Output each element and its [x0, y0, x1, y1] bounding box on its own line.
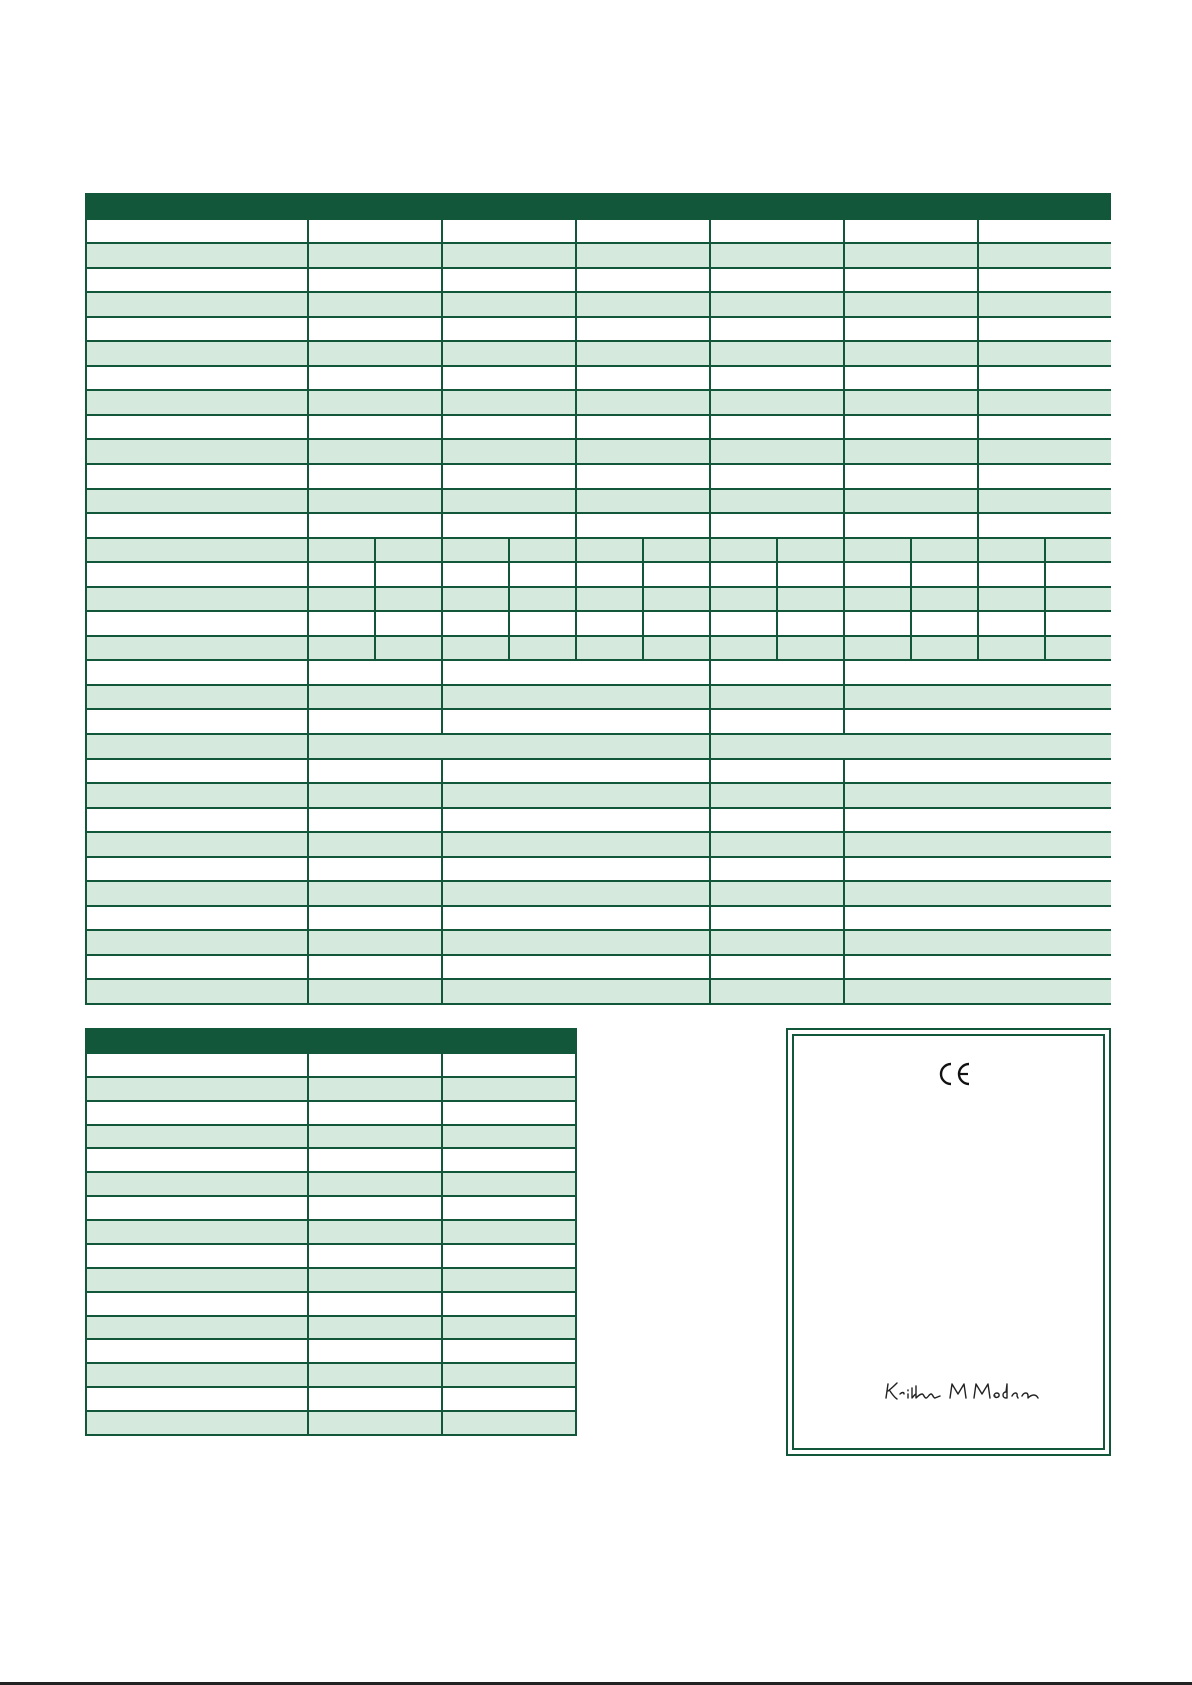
table-cell: [644, 637, 709, 660]
table-header-cell: [309, 195, 441, 218]
table-cell: [711, 907, 843, 930]
table-cell: [845, 760, 1111, 783]
table-cell: [87, 1173, 307, 1195]
table-cell: [979, 244, 1111, 267]
table-cell: [443, 710, 709, 733]
table-cell: [443, 440, 575, 463]
table-cell: [711, 440, 843, 463]
table-cell: [778, 637, 843, 660]
table-cell: [87, 367, 307, 390]
table-cell: [510, 539, 575, 562]
table-cell: [979, 490, 1111, 513]
table-cell: [845, 858, 1111, 881]
table-header-cell: [309, 1030, 441, 1052]
table-cell: [711, 882, 843, 905]
table-cell: [644, 612, 709, 635]
table-header-cell: [87, 1030, 307, 1052]
table-header-cell: [87, 195, 307, 218]
table-cell: [912, 563, 977, 586]
table-cell: [711, 760, 843, 783]
table-cell: [711, 931, 843, 954]
table-cell: [87, 907, 307, 930]
table-cell: [711, 710, 843, 733]
table-cell: [309, 980, 441, 1003]
table-cell: [87, 588, 307, 611]
table-cell: [644, 563, 709, 586]
table-cell: [443, 931, 709, 954]
table-cell: [309, 514, 441, 537]
table-cell: [711, 416, 843, 439]
table-cell: [443, 367, 575, 390]
table-cell: [711, 490, 843, 513]
table-cell: [443, 1317, 575, 1339]
table-cell: [443, 1149, 575, 1171]
table-cell: [87, 293, 307, 316]
table-cell: [443, 269, 575, 292]
table-cell: [87, 1269, 307, 1291]
table-cell: [845, 833, 1111, 856]
table-cell: [87, 244, 307, 267]
table-cell: [510, 612, 575, 635]
table-cell: [309, 661, 441, 684]
table-cell: [979, 514, 1111, 537]
table-cell: [577, 465, 709, 488]
table-cell: [87, 735, 307, 758]
table-cell: [309, 588, 374, 611]
table-cell: [443, 563, 508, 586]
table-cell: [376, 539, 441, 562]
table-cell: [309, 809, 441, 832]
table-cell: [577, 342, 709, 365]
table-cell: [309, 907, 441, 930]
table-cell: [845, 465, 977, 488]
table-cell: [87, 342, 307, 365]
table-cell: [87, 661, 307, 684]
table-cell: [979, 269, 1111, 292]
table-cell: [443, 416, 575, 439]
table-cell: [979, 440, 1111, 463]
table-cell: [711, 858, 843, 881]
table-cell: [309, 1126, 441, 1148]
table-cell: [979, 293, 1111, 316]
table-cell: [87, 833, 307, 856]
table-cell: [309, 1340, 441, 1362]
table-cell: [845, 882, 1111, 905]
table-header-cell: [711, 195, 843, 218]
table-cell: [87, 391, 307, 414]
table-cell: [1046, 588, 1111, 611]
table-header-cell: [443, 195, 709, 218]
table-cell: [376, 637, 441, 660]
table-cell: [443, 858, 709, 881]
table-cell: [577, 244, 709, 267]
table-cell: [845, 931, 1111, 954]
table-cell: [443, 1293, 575, 1315]
table-cell: [577, 269, 709, 292]
table-cell: [577, 293, 709, 316]
table-cell: [443, 1078, 575, 1100]
table-cell: [443, 1364, 575, 1386]
table-cell: [845, 440, 977, 463]
table-cell: [711, 391, 843, 414]
table-cell: [577, 318, 709, 341]
table-cell: [87, 637, 307, 660]
table-cell: [309, 760, 441, 783]
table-cell: [309, 293, 441, 316]
table-cell: [87, 490, 307, 513]
table-cell: [845, 809, 1111, 832]
table-cell: [912, 612, 977, 635]
table-cell: [443, 1269, 575, 1291]
table-cell: [87, 318, 307, 341]
table-cell: [309, 1078, 441, 1100]
table-cell: [87, 1340, 307, 1362]
table-cell: [443, 956, 709, 979]
table-cell: [778, 612, 843, 635]
table-cell: [309, 563, 374, 586]
table-cell: [309, 833, 441, 856]
table-cell: [778, 539, 843, 562]
certificate-box: [786, 1028, 1111, 1456]
table-cell: [87, 1364, 307, 1386]
table-cell: [309, 931, 441, 954]
table-cell: [87, 1245, 307, 1267]
table-cell: [711, 539, 776, 562]
table-cell: [443, 539, 508, 562]
table-cell: [443, 342, 575, 365]
table-cell: [309, 1149, 441, 1171]
table-cell: [443, 784, 709, 807]
signature-icon: [882, 1376, 1042, 1406]
table-cell: [309, 1054, 441, 1076]
table-cell: [309, 956, 441, 979]
table-cell: [979, 367, 1111, 390]
table-cell: [845, 490, 977, 513]
table-cell: [577, 539, 642, 562]
table-cell: [87, 784, 307, 807]
table-cell: [443, 907, 709, 930]
table-cell: [912, 637, 977, 660]
table-cell: [845, 686, 1111, 709]
table-cell: [979, 637, 1044, 660]
table-cell: [87, 931, 307, 954]
table-cell: [309, 1388, 441, 1410]
table-cell: [443, 1221, 575, 1243]
table-cell: [87, 1412, 307, 1434]
table-cell: [577, 220, 709, 243]
table-cell: [979, 588, 1044, 611]
table-cell: [443, 1245, 575, 1267]
table-cell: [376, 588, 441, 611]
table-cell: [87, 686, 307, 709]
table-cell: [443, 1102, 575, 1124]
table-cell: [309, 1412, 441, 1434]
table-cell: [443, 809, 709, 832]
table-cell: [577, 588, 642, 611]
table-cell: [845, 907, 1111, 930]
table-cell: [87, 809, 307, 832]
table-cell: [845, 391, 977, 414]
table-cell: [711, 686, 843, 709]
table-cell: [845, 539, 910, 562]
table-cell: [577, 563, 642, 586]
table-cell: [309, 367, 441, 390]
table-cell: [87, 612, 307, 635]
table-cell: [979, 416, 1111, 439]
table-cell: [87, 1126, 307, 1148]
table-cell: [711, 588, 776, 611]
table-cell: [577, 391, 709, 414]
table-cell: [1046, 539, 1111, 562]
table-cell: [711, 956, 843, 979]
table-cell: [443, 465, 575, 488]
table-cell: [711, 980, 843, 1003]
table-cell: [845, 318, 977, 341]
table-cell: [309, 637, 374, 660]
table-cell: [309, 318, 441, 341]
table-cell: [309, 465, 441, 488]
table-cell: [845, 637, 910, 660]
table-cell: [577, 440, 709, 463]
table-cell: [309, 440, 441, 463]
table-cell: [443, 318, 575, 341]
table-cell: [443, 1197, 575, 1219]
table-cell: [87, 1149, 307, 1171]
table-cell: [845, 563, 910, 586]
table-cell: [644, 539, 709, 562]
table-cell: [711, 563, 776, 586]
table-cell: [87, 220, 307, 243]
table-cell: [309, 342, 441, 365]
table-cell: [711, 367, 843, 390]
table-cell: [711, 465, 843, 488]
table-cell: [845, 784, 1111, 807]
table-cell: [443, 1126, 575, 1148]
table-cell: [1046, 637, 1111, 660]
table-cell: [711, 809, 843, 832]
table-header-cell: [443, 1030, 575, 1052]
table-cell: [577, 514, 709, 537]
table-cell: [711, 293, 843, 316]
table-cell: [845, 956, 1111, 979]
table-cell: [309, 1102, 441, 1124]
table-cell: [711, 784, 843, 807]
table-cell: [87, 710, 307, 733]
table-cell: [845, 220, 977, 243]
table-cell: [309, 612, 374, 635]
table-cell: [309, 220, 441, 243]
table-cell: [443, 514, 575, 537]
table-cell: [711, 318, 843, 341]
table-cell: [979, 318, 1111, 341]
table-cell: [443, 686, 709, 709]
table-cell: [309, 1269, 441, 1291]
table-cell: [309, 882, 441, 905]
table-cell: [845, 588, 910, 611]
table-cell: [309, 1221, 441, 1243]
table-cell: [309, 1173, 441, 1195]
table-cell: [443, 1412, 575, 1434]
table-cell: [87, 1221, 307, 1243]
table-cell: [87, 539, 307, 562]
table-cell: [87, 1293, 307, 1315]
table-cell: [979, 563, 1044, 586]
table-cell: [309, 1364, 441, 1386]
table-cell: [510, 637, 575, 660]
table-cell: [309, 784, 441, 807]
table-cell: [979, 539, 1044, 562]
table-cell: [309, 269, 441, 292]
table-cell: [309, 1317, 441, 1339]
table-cell: [87, 465, 307, 488]
table-header-cell: [845, 195, 1111, 218]
table-cell: [309, 1245, 441, 1267]
table-cell: [1046, 563, 1111, 586]
table-cell: [443, 612, 508, 635]
table-cell: [309, 1293, 441, 1315]
table-cell: [979, 220, 1111, 243]
table-cell: [87, 882, 307, 905]
table-cell: [87, 760, 307, 783]
table-cell: [778, 588, 843, 611]
table-cell: [1046, 612, 1111, 635]
table-cell: [577, 367, 709, 390]
table-cell: [309, 490, 441, 513]
table-cell: [711, 833, 843, 856]
table-cell: [845, 244, 977, 267]
table-cell: [309, 391, 441, 414]
table-cell: [845, 269, 977, 292]
table-cell: [979, 342, 1111, 365]
table-cell: [443, 1054, 575, 1076]
table-cell: [979, 391, 1111, 414]
table-cell: [510, 588, 575, 611]
table-cell: [443, 391, 575, 414]
table-cell: [845, 416, 977, 439]
table-cell: [443, 490, 575, 513]
table-cell: [87, 1078, 307, 1100]
table-cell: [577, 490, 709, 513]
table-cell: [443, 637, 508, 660]
table-cell: [845, 367, 977, 390]
table-cell: [87, 1317, 307, 1339]
table-cell: [711, 637, 776, 660]
table-cell: [309, 1197, 441, 1219]
table-cell: [845, 293, 977, 316]
table-cell: [309, 416, 441, 439]
table-cell: [87, 563, 307, 586]
table-cell: [443, 980, 709, 1003]
table-cell: [443, 833, 709, 856]
table-cell: [711, 269, 843, 292]
table-cell: [87, 1197, 307, 1219]
table-cell: [87, 269, 307, 292]
table-cell: [443, 661, 709, 684]
table-cell: [845, 980, 1111, 1003]
table-cell: [979, 465, 1111, 488]
table-cell: [309, 539, 374, 562]
table-cell: [711, 220, 843, 243]
table-cell: [87, 440, 307, 463]
table-cell: [577, 637, 642, 660]
table-cell: [912, 588, 977, 611]
table-cell: [443, 244, 575, 267]
table-cell: [443, 588, 508, 611]
table-cell: [711, 612, 776, 635]
table-cell: [711, 735, 1111, 758]
table-cell: [443, 882, 709, 905]
table-cell: [87, 980, 307, 1003]
table-cell: [711, 661, 843, 684]
table-cell: [443, 220, 575, 243]
table-cell: [376, 563, 441, 586]
table-cell: [778, 563, 843, 586]
table-cell: [845, 514, 977, 537]
table-cell: [845, 661, 1111, 684]
table-cell: [376, 612, 441, 635]
table-cell: [711, 342, 843, 365]
table-cell: [87, 858, 307, 881]
table-cell: [510, 563, 575, 586]
table-cell: [309, 244, 441, 267]
table-cell: [912, 539, 977, 562]
table-cell: [87, 416, 307, 439]
table-cell: [87, 514, 307, 537]
table-cell: [87, 1102, 307, 1124]
table-cell: [711, 244, 843, 267]
table-cell: [443, 1340, 575, 1362]
table-cell: [644, 588, 709, 611]
table-cell: [87, 1054, 307, 1076]
table-cell: [87, 1388, 307, 1410]
table-cell: [845, 342, 977, 365]
table-cell: [443, 293, 575, 316]
table-cell: [979, 612, 1044, 635]
table-cell: [309, 686, 441, 709]
table-cell: [309, 735, 709, 758]
table-cell: [711, 514, 843, 537]
table-cell: [577, 416, 709, 439]
table-cell: [845, 710, 1111, 733]
table-cell: [309, 858, 441, 881]
specifications-table: [85, 193, 1111, 1005]
table-cell: [309, 710, 441, 733]
table-cell: [845, 612, 910, 635]
ce-mark-icon: [936, 1060, 972, 1088]
secondary-table: [85, 1028, 577, 1436]
table-cell: [577, 612, 642, 635]
table-cell: [443, 760, 709, 783]
table-cell: [87, 956, 307, 979]
table-cell: [443, 1173, 575, 1195]
table-cell: [443, 1388, 575, 1410]
